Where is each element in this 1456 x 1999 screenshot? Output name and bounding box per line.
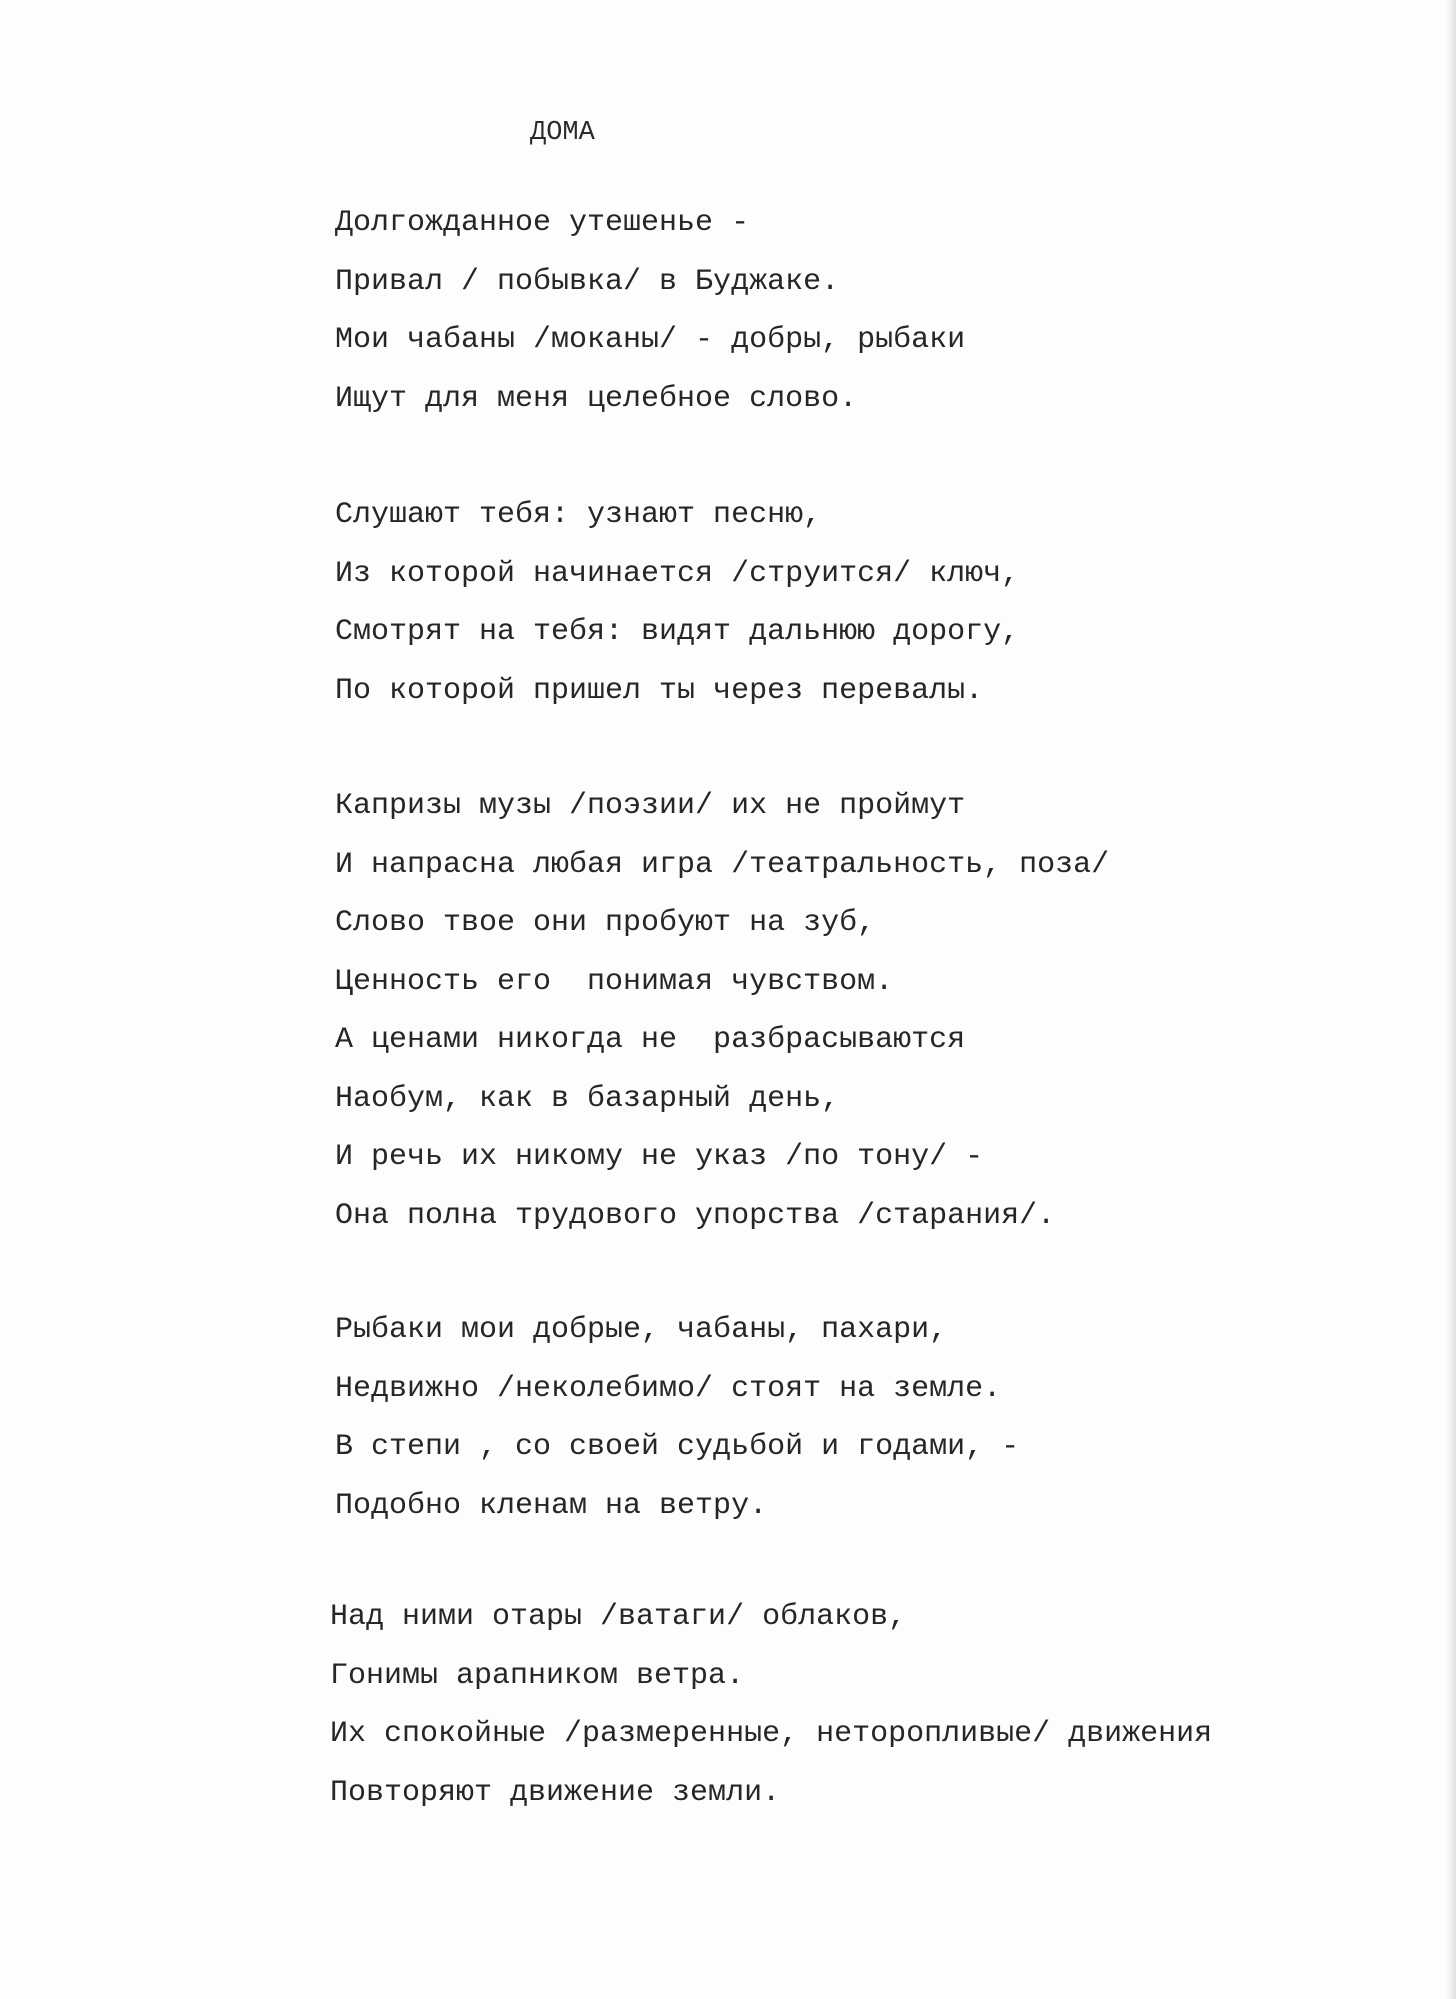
poem-line: Гонимы арапником ветра. <box>330 1658 745 1693</box>
poem-line: И речь их никому не указ /по тону/ - <box>335 1140 984 1174</box>
poem-title: ДОМА <box>530 118 595 148</box>
page-edge-shadow <box>1446 0 1456 1999</box>
poem-line: Привал / побывка/ в Буджаке. <box>335 264 840 299</box>
poem-line: Слово твое они пробуют на зуб, <box>335 906 876 940</box>
poem-line: Рыбаки мои добрые, чабаны, пахари, <box>335 1313 948 1347</box>
poem-line: Она полна трудового упорства /старания/. <box>335 1198 1056 1233</box>
stanza-1 <box>335 194 1435 428</box>
poem-line: Подобно кленам на ветру. <box>335 1488 768 1523</box>
poem-line: Капризы музы /поэзии/ их не проймут <box>335 789 966 823</box>
poem-line: Мои чабаны /моканы/ - добры, рыбаки <box>335 323 966 357</box>
poem-line: Недвижно /неколебимо/ стоят на земле. <box>335 1371 1002 1406</box>
poem-line: Над ними отары /ватаги/ облаков, <box>330 1600 907 1634</box>
poem-line: Их спокойные /размеренные, неторопливые/ движения <box>330 1717 1213 1751</box>
poem-line: И напрасна любая игра /театральность, поза/ <box>335 847 1110 882</box>
stanza-4 <box>335 1301 1435 1535</box>
poem-line: По которой пришел ты через перевалы. <box>335 673 984 708</box>
poem-line: Долгожданное утешенье - <box>335 206 750 240</box>
poem-line: Смотрят на тебя: видят дальнюю дорогу, <box>335 615 1020 649</box>
poem-line: В степи , со своей судьбой и годами, - <box>335 1430 1020 1464</box>
poem-line: Ценность его понимая чувством. <box>335 964 894 999</box>
stanza-5 <box>330 1588 1430 1822</box>
poem-line: Наобум, как в базарный день, <box>335 1081 840 1116</box>
poem-line: Повторяют движение земли. <box>330 1775 781 1810</box>
poem-line: Слушают тебя: узнают песню, <box>335 498 822 532</box>
stanza-3 <box>335 777 1435 1245</box>
poem-line: Из которой начинается /струится/ ключ, <box>335 556 1020 591</box>
stanza-2 <box>335 486 1435 720</box>
poem-line: Ищут для меня целебное слово. <box>335 381 858 416</box>
poem-line: А ценами никогда не разбрасываются <box>335 1023 966 1057</box>
